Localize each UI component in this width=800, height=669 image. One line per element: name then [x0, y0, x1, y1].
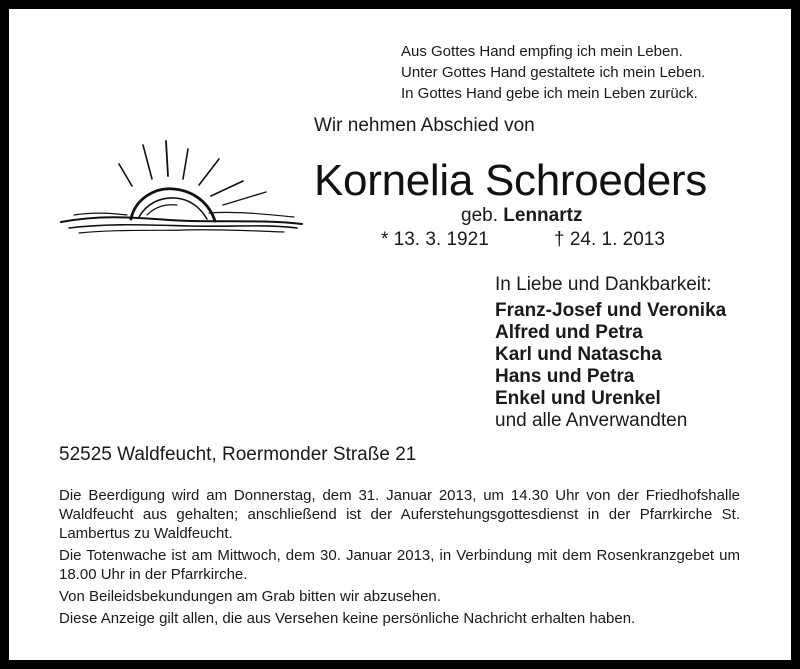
notice-block	[59, 486, 740, 631]
verse-line: Aus Gottes Hand empfing ich mein Leben.	[401, 43, 683, 60]
maiden-name: Lennartz	[503, 205, 583, 226]
maiden-name-line	[461, 205, 582, 227]
family-heading: In Liebe und Dankbarkeit:	[495, 274, 712, 295]
family-member: Hans und Petra	[495, 366, 635, 387]
obituary-card	[9, 9, 791, 660]
deceased-name: Kornelia Schroeders	[314, 156, 707, 205]
notice-paragraph: Die Beerdigung wird am Donnerstag, dem 31. Januar 2013, um 14.30 Uhr von der Friedhofshalle Waldfeucht aus gehalten; anschließend ist der Auferstehungsgottesdienst in der Pfarrkirche St. Lambertus zu Waldfeucht.	[59, 487, 740, 542]
death-date: † 24. 1. 2013	[554, 229, 665, 250]
intro-text: Wir nehmen Abschied von	[314, 115, 535, 136]
family-block	[495, 274, 726, 432]
family-member: Enkel und Urenkel	[495, 388, 661, 409]
verse-line: Unter Gottes Hand gestaltete ich mein Leben.	[401, 64, 706, 81]
address: 52525 Waldfeucht, Roermonder Straße 21	[59, 444, 417, 465]
notice-paragraph: Die Totenwache ist am Mittwoch, dem 30. Januar 2013, in Verbindung mit dem Rosenkranzgebet um 18.00 Uhr in der Pfarrkirche.	[59, 547, 740, 583]
notice-paragraph: Diese Anzeige gilt allen, die aus Versehen keine persönliche Nachricht erhalten haben.	[59, 610, 636, 627]
family-member: Alfred und Petra	[495, 322, 643, 343]
family-member: Karl und Natascha	[495, 344, 662, 365]
setting-sun-icon	[59, 129, 304, 234]
verse-block	[401, 41, 705, 104]
family-closing: und alle Anverwandten	[495, 410, 688, 431]
verse-line: In Gottes Hand gebe ich mein Leben zurück.	[401, 85, 698, 102]
family-member: Franz-Josef und Veronika	[495, 300, 727, 321]
birth-date: * 13. 3. 1921	[381, 229, 489, 250]
notice-paragraph: Von Beileidsbekundungen am Grab bitten wir abzusehen.	[59, 588, 441, 605]
nee-prefix: geb.	[461, 205, 498, 226]
